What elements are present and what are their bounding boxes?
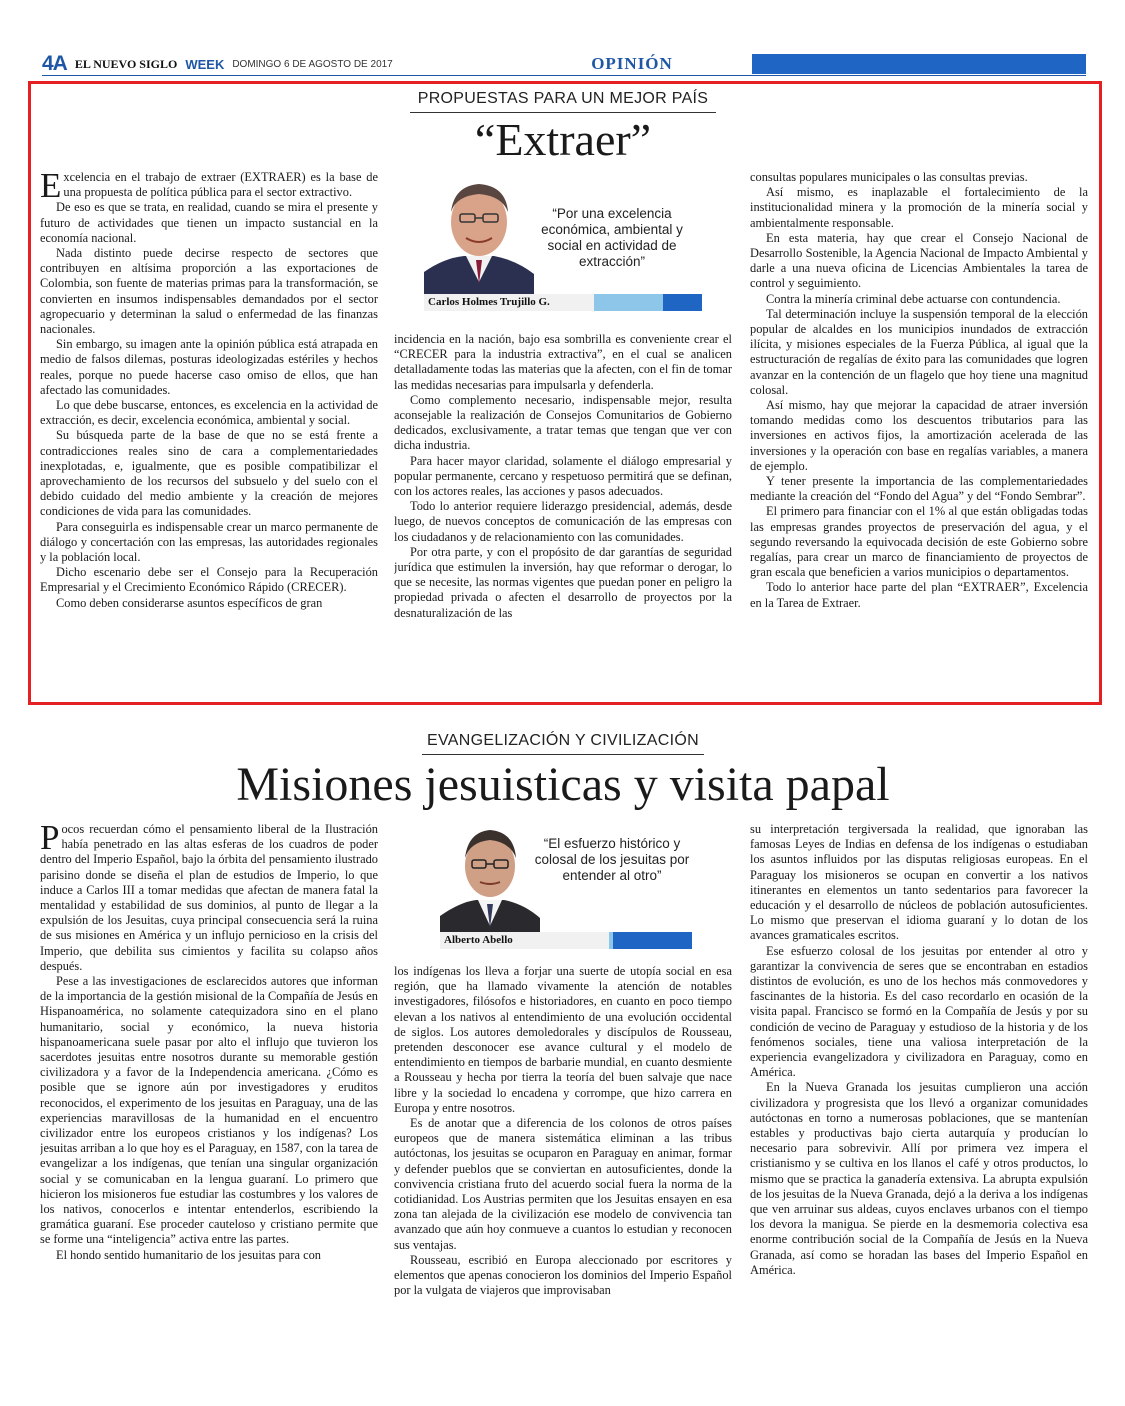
section-title: OPINIÓN: [512, 54, 752, 74]
paragraph: incidencia en la nación, bajo esa sombrilla es conveniente crear el “CRECER para la industria extractiva”, en el cual se analicen detalladamente todas las materias que la afecten, con el fin de tomar las medidas necesarias para impulsarla y defenderla.: [394, 332, 732, 392]
article1-pull-quote: “Por una excelencia económica, ambiental y social en actividad de extracción”: [541, 206, 683, 269]
paragraph: Ese esfuerzo colosal de los jesuitas por entender al otro y garantizar la convivencia de seres que se encontraban en estadios distintos de evolución, es uno de los hechos más conmovedores y fascinantes de la historia. Es del caso recordarlo en ocasión de la visita papal. Francisco se formó en la Compañía de Jesús y por su condición de vecino de Paraguay y estudioso de la historia y de los fenómenos sociales, tiene una valiosa interpretación de la experiencia evangelizadora y civilizadora en Paraguay, como en América.: [750, 943, 1088, 1080]
article1-column-1: [40, 170, 378, 682]
paragraph: En la Nueva Granada los jesuitas cumplieron una acción civilizadora y progresista que los llevó a organizar comunidades autóctonas en torno a numerosas poblaciones, que se mantenían estables y productivas bajo cierta autarquía y producían lo necesario para sobrevivir. Allí por primera vez impera el cristianismo y se cultiva en los llanos el café y otros productos, lo mismo que se practica la ganadería extensiva. La abrupta expulsión de los jesuitas de la Nueva Granada, dejó a la deriva a los indígenas que ven arruinar sus aldeas, cuyos enclaves urbanos con el tiempo los devora la manigua. Se pierde en la desmemoria colectiva esa enorme contribución social de la Compañía de Jesús en la Nueva Granada, así como se horadan las bases del Imperio Español en América.: [750, 1080, 1088, 1277]
paragraph: Todo lo anterior hace parte del plan “EXTRAER”, Excelencia en la Tarea de Extraer.: [750, 580, 1088, 610]
paragraph: Pocos recuerdan cómo el pensamiento liberal de la Ilustración había penetrado en las altas esferas de los cuadros de poder dentro del Imperio Español, bajo la órbita del pensamiento ilustrado parisino donde se diseña el plan de estudios de Imperio, lo que induce a Carlos III a tomar medidas que afectan de manera fatal la mentalidad y estabilidad de sus dominios, al punto de llegar a la expulsión de los Jesuitas, cuya principal consecuencia será la ruina de sus misiones en América y un influjo pernicioso en la crisis del Imperio, que debilita sus cimientos y facilita su colapso años después.: [40, 822, 378, 973]
article1-title: “Extraer”: [474, 114, 652, 165]
article2-column-3: [750, 822, 1088, 1348]
article1-column-3: [750, 170, 1088, 682]
paragraph: consultas populares municipales o las consultas previas.: [750, 170, 1028, 184]
article1-column-2: [394, 332, 732, 682]
issue-date: DOMINGO 6 DE AGOSTO DE 2017: [232, 58, 393, 70]
paragraph: Por otra parte, y con el propósito de dar garantías de seguridad jurídica que estimulen la inversión, hay que reformar o derogar, lo que se necesite, las normas vigentes que puedan poner en peligro la propiedad privada o afecten el desarrollo de proyectos por la desnaturalización de las: [394, 544, 732, 620]
page-number: 4A: [42, 52, 67, 75]
article2-author-box: [440, 822, 692, 954]
paragraph: su interpretación tergiversada la realidad, que ignoraban las famosas Leyes de Indias en defensa de los indígenas o estudiaban los asuntos influidos por las disputas religiosas europeas. En el Paraguay los misioneros se ocupan en convertir a los nativos itinerantes en elementos un tanto sedentarios para favorecer la educación y el desarrollo de núcleos de población autosuficientes. Lo mismo que preservan el idioma guaraní y lo dotan de los avances gramaticales escritos.: [750, 822, 1088, 943]
author-bar-accent: [594, 294, 663, 311]
paragraph: Así mismo, es inaplazable el fortalecimiento de la institucionalidad minera y la promoción de la minería social y ambientalmente responsable.: [750, 185, 1088, 230]
paragraph: Pese a las investigaciones de esclarecidos autores que informan de la importancia de la gestión misional de la Compañía de Jesús en Hispanoamérica, no solamente catequizadora sino en el plano humanitario, social y económico, la nueva historia hispanoamericana suele pasar por alto el influjo que tuvieron los sacerdotes jesuitas entre nosotros durante su memorable gestión civilizadora y a favor de la Independencia americana. ¿Cómo es posible que se ignore aún por investigadores y eruditos reconocidos, el experimento de los jesuitas en Paraguay, una de las experiencias maravillosas de la humanidad en el encuentro civilizador entre los europeos cristianos y los indígenas? Los jesuitas arriban a lo que hoy es el Paraguay, en 1587, con la tarea de evangelizar a los indígenas, que tenían una singular organización social y se comunicaban en la lengua guaraní. Lo primero que hicieron los misioneros fue estudiar las costumbres y los valores de los nativos, conocerlos e intentar entenderlos, escribiendo la gramática guaraní. Ese proceder cauteloso y cristiano permite que se forme una “inteligencia” activa entre las partes.: [40, 974, 378, 1247]
paragraph: El primero para financiar con el 1% al que están obligadas todas las empresas grandes proyectos de preservación del agua, y el segundo reversando la equivocada decisión de este Gobierno sobre regalías, para crear un marco de financiamiento de proyectos de gran escala que beneficien a varios municipios o departamentos.: [750, 504, 1088, 580]
paragraph: De eso es que se trata, en realidad, cuando se mira el presente y futuro de actividades que tienen un impacto sustancial en la economía nacional.: [40, 200, 378, 245]
paragraph: Contra la minería criminal debe actuarse con contundencia.: [766, 291, 1061, 306]
newspaper-name: EL NUEVO SIGLO: [74, 56, 178, 71]
article2-kicker-rule: [422, 754, 704, 755]
article2-kicker: EVANGELIZACIÓN Y CIVILIZACIÓN: [427, 732, 699, 749]
article2-pull-quote: “El esfuerzo histórico y colosal de los jesuitas por entender al otro”: [534, 836, 690, 883]
article2-column-1: [40, 822, 378, 1348]
header-rule: [42, 75, 1086, 76]
article1-kicker: PROPUESTAS PARA UN MEJOR PAÍS: [417, 90, 709, 107]
article1-author-bar: [424, 294, 702, 311]
paragraph: Así mismo, hay que mejorar la capacidad de atraer inversión tomando medidas como los descuentos tributarios para las inversiones en activos fijos, la amortización acelerada de las inversiones y la operación con base en regalías variables, a manera de ejemplo.: [750, 398, 1088, 473]
paragraph: los indígenas los lleva a forjar una suerte de utopía social en esa región, que ha llamado vivamente la atención de notables investigadores, filósofos e historiadores, en cuanto en poco tiempo elevan a los nativos al entendimiento de una evolución occidental de siglos. Los autores demoledorales y discípulos de Rousseau, pretenden desconocer ese avance cultural y el modelo de entendimiento en tiempos de barbarie mundial, en cuanto desmiente a Rousseau y hecha por tierra la teoría del buen salvaje que nace libre y la sociedad lo encadena y corrompe, que hizo carrera en Europa y entre nosotros.: [394, 964, 732, 1115]
paragraph: Y tener presente la importancia de las complementariedades mediante la creación del “Fondo del Agua” y del “Fondo Sembrar”.: [750, 474, 1088, 504]
paragraph: Lo que debe buscarse, entonces, es excelencia en la actividad de extracción, es decir, excelencia económica, ambiental y social.: [40, 398, 378, 428]
article1-author-name: Carlos Holmes Trujillo G.: [424, 294, 594, 311]
paragraph: Todo lo anterior requiere liderazgo presidencial, además, desde luego, de nuevos conceptos de comunicación de las empresas con los ciudadanos y de relacionamiento con las comunidades.: [394, 499, 732, 544]
article2-title: Misiones jesuisticas y visita papal: [236, 758, 890, 811]
paragraph: Tal determinación incluye la suspensión temporal de la elección popular de alcaldes en los municipios inundados de extracción ilícita, y misiones especiales de la Fuerza Pública, al igual que la estructuración de regalías de éxito para las comunidades que logren avanzar en la contención de un flagelo que hoy tiene una magnitud colosal.: [750, 306, 1088, 397]
page-header: [42, 52, 1086, 76]
paragraph: Nada distinto puede decirse respecto de sectores que contribuyen en altísima proporción a las exportaciones de Colombia, son fuente de materias primas para la transformación, se convierten en insumos indispensables demandados por el sector agropecuario y determinan la salud o enfermedad de las finanzas nacionales.: [40, 246, 378, 337]
paragraph: Excelencia en el trabajo de extraer (EXTRAER) es la base de una propuesta de política pública para el sector extractivo.: [40, 170, 378, 205]
author-photo: [440, 822, 540, 936]
author-photo: [424, 172, 534, 296]
paragraph: Es de anotar que a diferencia de los colonos de otros países europeos que de manera sistemática eliminan a las tribus autóctonas, los jesuitas se ocuparon en Paraguay en animar, formar y defender pueblos que se conviertan en autosuficientes, donde la convivencia cristiana fruto del acuerdo social fuera la norma de la cotidianidad. Los Austrias permiten que los Jesuitas ensayen en esa zona tan alejada de la civilización ese modelo de convivencia tan avanzado que aún hoy conmueve a cuantos lo estudian y reconocen sus ventajas.: [394, 1116, 732, 1252]
article2-column-2: [394, 964, 732, 1348]
header-masthead: [42, 52, 512, 76]
article2-author-bar: [440, 932, 692, 949]
author-bar-accent: [613, 932, 692, 949]
paragraph: Su búsqueda parte de la base de que no se está frente a contradicciones reales sino de cara a complementariedades inexplotadas, e, igualmente, que es posible compatibilizar el aprovechamiento de los recursos del subsuelo y del suelo con el debido cuidado del medio ambiente y la creación de mejores condiciones de vida para las comunidades.: [40, 428, 378, 519]
paragraph: Para hacer mayor claridad, solamente el diálogo empresarial y popular permanente, cercano y respetuoso permitirá que se definan, con los actores reales, las acciones y pasos adecuados.: [394, 453, 732, 499]
paragraph: Como deben considerarse asuntos específicos de gran: [56, 595, 323, 610]
paragraph: Como complemento necesario, indispensable mejor, resulta aconsejable la realización de Consejos Comunitarios de Gobierno dedicados, exclusivamente, a tratar temas que tengan que ver con dicha industria.: [394, 392, 732, 453]
paragraph: Dicho escenario debe ser el Consejo para la Recuperación Empresarial y el Crecimiento Económico Rápido (CRECER).: [40, 565, 378, 595]
article2-author-name: Alberto Abello: [440, 932, 609, 949]
article1-author-box: [424, 172, 702, 312]
paragraph: Para conseguirla es indispensable crear un marco permanente de diálogo y concertación con las empresas, las autoridades regionales y la población local.: [40, 519, 378, 565]
paragraph: Rousseau, escribió en Europa aleccionado por escritores y elementos que apenas conocieron los dominios del Imperio Español por la vulgata de viajeros que improvisaban: [394, 1252, 732, 1298]
edition-label: WEEK: [185, 56, 225, 72]
paragraph: Sin embargo, su imagen ante la opinión pública está atrapada en medio de falsos dilemas, posturas ideologizadas estériles y hechos reales, porque no puede hacerse caso omiso de ellos, que han afectado las comunidades.: [40, 337, 378, 397]
author-bar-accent: [663, 294, 702, 311]
paragraph: El hondo sentido humanitario de los jesuitas para con: [56, 1247, 321, 1262]
paragraph: En esta materia, hay que crear el Consejo Nacional de Desarrollo Sostenible, la Agencia Nacional de Impacto Ambiental y darle a una nueva oficina de Licencias Ambientales la tarea de control y seguimiento.: [750, 230, 1088, 291]
